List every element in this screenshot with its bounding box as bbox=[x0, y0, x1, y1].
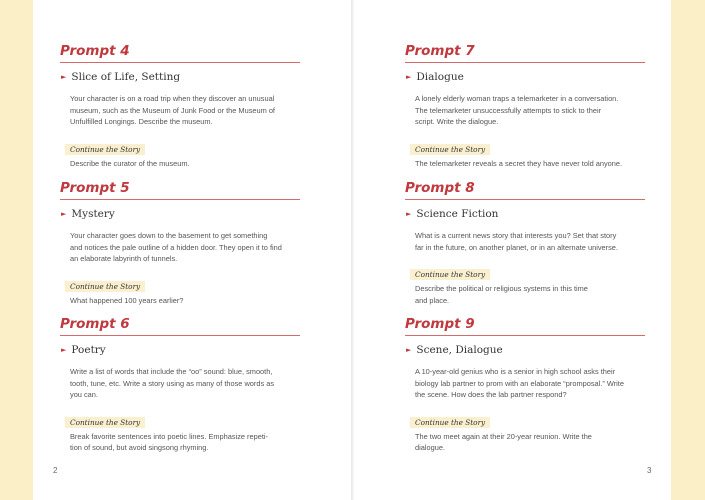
body-line: far in the future, on another planet, or in an alternate universe. bbox=[415, 242, 618, 252]
body-line: you can. bbox=[70, 390, 98, 400]
arrow-icon: ► bbox=[61, 210, 67, 218]
continue-section bbox=[70, 412, 300, 454]
continue-line: What happened 100 years earlier? bbox=[70, 295, 184, 305]
continue-line: The two meet again at their 20-year reunion. Write the bbox=[415, 431, 592, 441]
continue-section bbox=[415, 139, 645, 170]
arrow-icon: ► bbox=[61, 346, 67, 354]
prompt-6 bbox=[60, 316, 300, 454]
genre-label: Science Fiction bbox=[416, 208, 499, 220]
prompt-body bbox=[70, 93, 300, 128]
continue-text bbox=[70, 295, 300, 307]
continue-label: Continue the Story bbox=[410, 269, 490, 280]
prompt-9 bbox=[405, 316, 645, 454]
body-line: Write a list of words that include the “oo” sound: blue, smooth, bbox=[70, 367, 273, 376]
prompt-genre bbox=[405, 71, 645, 83]
continue-line: tion of sound, but avoid singsong rhyming. bbox=[70, 443, 209, 453]
prompt-7 bbox=[405, 43, 645, 169]
body-line: biology lab partner to prom with an elaborate “promposal.” Write bbox=[415, 378, 624, 388]
body-line: tooth, tune, etc. Write a story using as many of those words as bbox=[70, 378, 275, 388]
continue-text bbox=[415, 431, 645, 454]
continue-line: and place. bbox=[415, 295, 450, 305]
prompt-genre bbox=[405, 344, 645, 356]
prompt-body bbox=[415, 93, 645, 128]
prompt-title: Prompt 5 bbox=[60, 180, 300, 200]
prompt-8 bbox=[405, 180, 645, 306]
prompt-body bbox=[415, 366, 645, 401]
continue-label: Continue the Story bbox=[65, 417, 145, 428]
body-line: Unfulfilled Longings. Describe the museum. bbox=[70, 117, 213, 127]
body-line: A lonely elderly woman traps a telemarketer in a conversation. bbox=[415, 94, 619, 103]
arrow-icon: ► bbox=[406, 210, 412, 218]
continue-line: dialogue. bbox=[415, 443, 445, 453]
continue-section bbox=[70, 276, 300, 307]
prompt-title: Prompt 4 bbox=[60, 43, 300, 63]
prompt-title: Prompt 9 bbox=[405, 316, 645, 336]
arrow-icon: ► bbox=[61, 73, 67, 81]
page-gutter bbox=[351, 0, 354, 500]
prompt-genre bbox=[60, 208, 300, 220]
continue-text bbox=[415, 283, 645, 306]
continue-line: Describe the political or religious systems in this time bbox=[415, 284, 588, 294]
continue-line: The telemarketer reveals a secret they have never told anyone. bbox=[415, 158, 623, 168]
prompt-genre bbox=[60, 344, 300, 356]
body-line: script. Write the dialogue. bbox=[415, 117, 499, 127]
arrow-icon: ► bbox=[406, 346, 412, 354]
body-line: What is a current news story that interests you? Set that story bbox=[415, 231, 617, 240]
body-line: A 10-year-old genius who is a senior in high school asks their bbox=[415, 367, 616, 376]
continue-text bbox=[415, 158, 645, 170]
body-line: the scene. How does the lab partner respond? bbox=[415, 390, 567, 400]
continue-line: Break favorite sentences into poetic lines. Emphasize repeti- bbox=[70, 431, 269, 441]
body-line: and notices the pale outline of a hidden door. They open it to find bbox=[70, 242, 282, 252]
continue-text bbox=[70, 431, 300, 454]
page-number-left: 2 bbox=[53, 466, 58, 475]
continue-label: Continue the Story bbox=[410, 144, 490, 155]
continue-text bbox=[70, 158, 300, 170]
prompt-4 bbox=[60, 43, 300, 169]
genre-label: Scene, Dialogue bbox=[416, 344, 503, 356]
genre-label: Poetry bbox=[71, 344, 106, 356]
prompt-title: Prompt 6 bbox=[60, 316, 300, 336]
prompt-title: Prompt 8 bbox=[405, 180, 645, 200]
continue-label: Continue the Story bbox=[65, 144, 145, 155]
body-line: Your character goes down to the basement to get something bbox=[70, 231, 268, 240]
prompt-5 bbox=[60, 180, 300, 306]
continue-section bbox=[70, 139, 300, 170]
prompt-title: Prompt 7 bbox=[405, 43, 645, 63]
body-line: Your character is on a road trip when they discover an unusual bbox=[70, 94, 275, 103]
body-line: museum, such as the Museum of Junk Food or the Museum of bbox=[70, 105, 275, 115]
continue-label: Continue the Story bbox=[410, 417, 490, 428]
genre-label: Mystery bbox=[71, 208, 115, 220]
body-line: an elaborate labyrinth of tunnels. bbox=[70, 254, 178, 264]
page-number-right: 3 bbox=[647, 466, 652, 475]
genre-label: Dialogue bbox=[416, 71, 464, 83]
body-line: The telemarketer unsuccessfully attempts to stick to their bbox=[415, 105, 602, 115]
genre-label: Slice of Life, Setting bbox=[71, 71, 181, 83]
prompt-body bbox=[70, 230, 300, 265]
prompt-body bbox=[415, 230, 645, 253]
arrow-icon: ► bbox=[406, 73, 412, 81]
continue-label: Continue the Story bbox=[65, 281, 145, 292]
continue-line: Describe the curator of the museum. bbox=[70, 158, 190, 168]
continue-section bbox=[415, 264, 645, 306]
prompt-body bbox=[70, 366, 300, 401]
prompt-genre bbox=[405, 208, 645, 220]
prompt-genre bbox=[60, 71, 300, 83]
continue-section bbox=[415, 412, 645, 454]
